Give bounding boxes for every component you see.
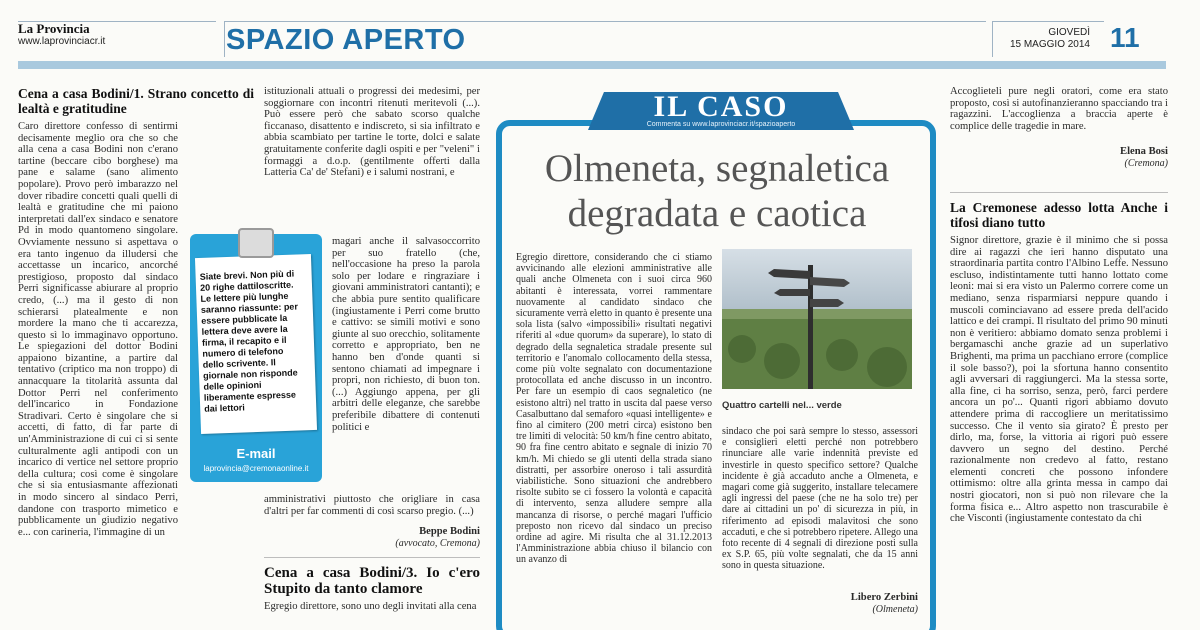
section-title: SPAZIO APERTO <box>226 24 466 56</box>
right-signature: Elena Bosi <box>1120 146 1168 157</box>
letters-guidelines-box <box>190 234 322 482</box>
letter-1-body-cont: istituzionali attuali o progressi dei medesimi, per soggiornare con incontri ritenuti meritevoli (...). Può essere però che sabato scorso qualche ficcanaso, disattento e indiscreto, si sia infiltrato e abbia scambiato per tartine le torte, dolci e salate gratuitamente conferite dagli ospiti e per "veleni" i formaggi a d.o.p. (gentilmente offerti dalla Latteria Ca' de' Stefani) e i salumi nostrani, e <box>264 86 480 179</box>
masthead <box>0 0 1200 68</box>
il-caso-signature: Libero Zerbini <box>850 592 918 603</box>
cremonese-body: Signor direttore, grazie è il minimo che si possa dire ai ragazzi che ieri hanno disputato una straordinaria partita contro l'Albino Leffe. Nessuno escluso, indistintamente tutti hanno lottato come leoni: mai si era visto un Palermo correre come un mediano, senza risparmiarsi neppure quando i muscoli cominciavano ad essere preda dell'acido lattico e dei crampi. Il risultato del primo 90 minuti non è veritiero: abbiamo domato senza problemi i bergamaschi anche grazie ad un superlativo Brighenti, ma prima un pacchiano errore (complice il sole basso?), poi la sfortuna hanno consentito agli avversari di raggiungerci. Ma la stessa sorte, alla fine, ci ha sorriso, senza, però, farci perdere ancora un po'... Quanti rigori abbiamo dovuto attendere prima di raccogliere un meritatissimo successo. Che il vento sia girato? È presto per dirlo, ma, forse, la vittoria ai rigori può essere davvero un segno del destino. Perché razionalmente non credevo al fatto, restano elementi concreti che possono infondere ottimismo: oltre alla grinta messa in campo dai nostri giocatori, non si può non rilevare che la forma fisica e... Altro aspetto non trascurabile è che Visconti (ingiustamente contestato da chi <box>950 235 1168 525</box>
divider <box>264 557 480 558</box>
publication-name: La Provincia <box>18 21 90 36</box>
letter-1-signature: Beppe Bodini <box>419 526 480 537</box>
letter-3-column <box>264 565 480 630</box>
publication-url[interactable]: www.laprovinciacr.it <box>18 36 106 47</box>
cremonese-headline: La Cremonese adesso lotta Anche i tifosi diano tutto <box>950 200 1168 230</box>
photo-caption: Quattro cartelli nel... verde <box>722 400 842 411</box>
page-number: 11 <box>1110 22 1140 53</box>
divider <box>950 192 1168 193</box>
cremonese-letter <box>950 200 1168 630</box>
clipboard-clip-icon <box>238 228 274 258</box>
il-caso-headline: Olmeneta, segnaletica degradata e caotica <box>544 147 890 235</box>
letter-3-headline: Cena a casa Bodini/3. Io c'ero Stupito da tanto clamore <box>264 565 480 597</box>
il-caso-body-right: sindaco che poi sarà sempre lo stesso, assessori e consiglieri eletti perché non potrebbero rinunciare alle varie indennità previste ed investirle in questo specifico settore? Qualche incidente è già accaduto anche a Olmeneta, e magari come già suggerito, installare telecamere agli ingressi del paese (che ne ha solo tre) per dare ai cittadini un po' di sicurezza in più, in riferimento ad episodi malavitosi che sono accaduti, e che si potrebbero ripetere. Allego una foto recente di 4 segnali di direzione posti sulla ex S.P. 65, più volte segnalati, che da 15 anni sono in questa situazione. <box>722 426 918 572</box>
right-signature-block <box>950 146 1168 176</box>
letter-1-signature-note: (avvocato, Cremona) <box>395 538 480 549</box>
il-caso-signature-city: (Olmeneta) <box>872 604 918 615</box>
issue-day: GIOVEDÌ <box>1048 27 1090 38</box>
letter-1-body: Caro direttore confesso di sentirmi decisamente meglio ora che so che alla cena a casa Bodini non c'erano tartine (beccare cibo borghese) ma pane e salame (sano alimento popolare). Provo però imbarazzo nel dover ribadire concetti quali quelli di lealtà e gratitudine che mi paiono interpretati dall'ex sindaco e senatore Pd in modo quantomeno singolare. Ovviamente nessuno si aspettava o era tanto ingenuo da illudersi che accettasse un incarico, ancorché prestigioso, proposto dal sindaco Perri significasse abiurare al proprio credo, (...) ma il gesto di non schierarsi platealmente e non mordere la mano che ti accarezza, questo sì lo immaginavo opportuno. Le spiegazioni del dottor Bodini appaiono bizantine, a partire dal tentativo (criptico ma non troppo) di annacquare la titolarità assunta dal Dottor Perri nel conferimento dell'incarico in Fondazione Stradivari. Certo è singolare che si accetti, di fatto, di far parte di un'Amministrazione di cui ci si sente culturalmente agli antipodi con un incarico di vertice nel settore proprio della cultura; così come è singolare che si sia entusiasmante affezionati in modo sincero al sindaco Perri, dandone con trasporto mimetico e pubblicamente un giudizio negativo e... con carineria, l'immagine di un <box>18 121 178 538</box>
letter-1-signature-block <box>264 526 480 554</box>
issue-date <box>990 27 1090 51</box>
publication-block <box>18 22 218 48</box>
il-caso-comment-link[interactable]: Commenta su www.laprovinciacr.it/spazioaperto <box>646 121 796 128</box>
il-caso-title: IL CASO <box>653 90 789 123</box>
signpost-illustration <box>722 249 912 389</box>
email-address[interactable]: laprovincia@cremonaonline.it <box>203 464 309 473</box>
right-letter-end: Accoglieteli pure negli oratori, come era stato proposto, così si autofinanzieranno spacciando tra i ragazzini. L'accoglienza a braccia aperte è complice delle tragedie in mare. <box>950 86 1168 132</box>
masthead-rule-right <box>226 21 986 22</box>
issue-date-text: 15 MAGGIO 2014 <box>1009 39 1090 50</box>
email-label: E-mail <box>236 446 276 461</box>
il-caso-signature-block <box>722 592 918 618</box>
letter-1-headline: Cena a casa Bodini/1. Strano concetto di lealtà e gratitudine <box>18 86 254 116</box>
signpost-photo <box>722 249 912 389</box>
masthead-bar <box>18 61 1166 69</box>
letters-guidelines-text: Siate brevi. Non più di 20 righe dattiloscritte. Le lettere più lunghe saranno riassunte: per essere pubblicate la lettera deve avere la firma, il recapito e il numero di telefono dello scrivente. Il giornale non risponde delle opinioni liberamente espresse dai lettori <box>199 268 299 414</box>
letter-1-body-wrap: magari anche il salvasoccorrito per suo fratello (che, nell'occasione ha preso la parola solo per lodare e ringraziare i giovani amministratori cantanti); e che abbia pure sentito qualificare (ingiustamente i Perri come brutto e cattivo: se simili motivi e sono giunte al suo orecchio, solitamente corretto e appropriato, ben ne hanno ben d'onde quanti si sentono chiamati ad impegnare i propri, non richiesto, di buon ton. (...) Aggiungo appena, per gli arbitri delle eleganze, che sarebbe preferibile dibattere di contenuti politici e <box>332 236 480 433</box>
letter-1-body-end: amministrativi piuttosto che origliare in casa d'altri per far commenti di così scarso pregio. (...) <box>264 494 480 517</box>
letter-3-body: Egregio direttore, sono uno degli invitati alla cena <box>264 601 477 612</box>
il-caso-body-left: Egregio direttore, considerando che ci stiamo avvicinando alle elezioni amministrative alle quali anche Olmeneta con i suoi circa 960 abitanti è interessata, vorrei rammentare nuovamente al candidato sindaco che sicuramente verrà eletto in quanto è presente una sola lista (salvo «impossibili» risultati negativi riferiti al «due quorum» da superare), lo stato di degrado della segnaletica stradale presente sul territorio e l'anomalo collocamento della stessa, come più volte segnalato con documentazione protocollata ed anche discusso in un incontro. Per fare un esempio di caos segnaletico (ne esistono altri) nel tratto in uscita dal paese verso Casalbuttano dal semaforo «quasi intelligente» e fino al cimitero (200 metri circa) esistono ben tre limiti di velocità: 50 km/h fine centro abitato, 90 fra fine centro abitato e segnale di inizio 70 km/h. Mi chiedo se gli utenti della strada siano distratti, per assorbire oneroso i tali assurdità viabilistiche. Sono situazioni che andrebbero risolte subito se ci fossero la volontà e capacità di intervento, senza alludere sempre alla mancanza di risorse, o perché magari l'ufficio preposto non ricevo dal sindaco un preciso ordine ad agire. Mi risulta che al 31.12.2013 l'Amministrazione abbia chiuso il bilancio con un avanzo di <box>516 252 712 566</box>
right-signature-city: (Cremona) <box>1124 158 1168 169</box>
